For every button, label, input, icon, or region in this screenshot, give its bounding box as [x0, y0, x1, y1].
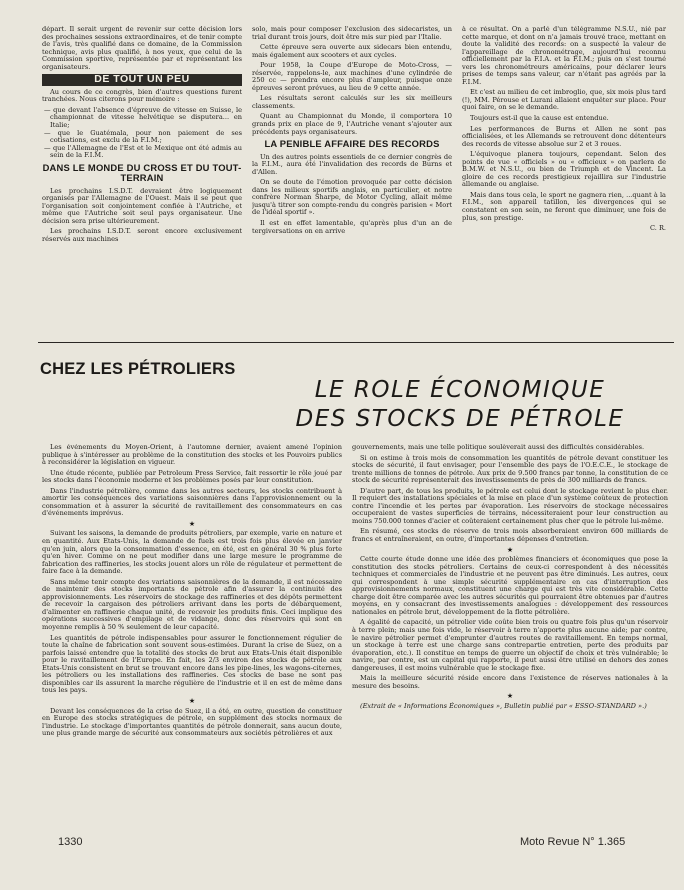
separator-star: ★: [506, 545, 514, 554]
paragraph: Les résultats seront calculés sur les six meilleurs classements.: [252, 94, 452, 110]
list-item: — que devant l'absence d'épreuve de vitesse en Suisse, le championnat de vitesse helvétique se disputera... en Italie;: [44, 105, 242, 130]
article-column-left: [42, 444, 342, 828]
separator-star: ★: [188, 519, 196, 528]
paragraph: Toujours est-il que la cause est entendue.: [470, 114, 609, 123]
paragraph: Une étude récente, publiée par Petroleum Press Service, fait ressortir le rôle joué par les stocks dans l'économie moderne et les problèmes posés par leur constitution.: [42, 468, 342, 485]
magazine-issue: Moto Revue N° 1.365: [520, 836, 626, 848]
top-column-1: [42, 26, 242, 334]
separator-star: ★: [188, 696, 196, 705]
paragraph: Cette courte étude donne une idée des problèmes financiers et économiques que pose la constitution des stocks pétroliers. Certains de ceux-ci correspondent à des nécessités techniques et commerciales de l'industrie et ne peuvent pas être diminués. Les autres, ceux qui correspondent à une simple sécurité supplémentaire en cas d'interruption des approvisionnements normaux, constituent une charge qui est très vite considérable. Cette charge doit être comparée avec les autres sécurités qui pourraient être obtenues par d'autres moyens, en y consacrant des investissements analogues : développement des ressources nationales en pétrole brut, développement de la flotte pétrolière.: [352, 555, 668, 616]
separator-star: ★: [506, 692, 514, 701]
article-title-line-2: DES STOCKS DE PÉTROLE: [295, 406, 625, 432]
top-column-3: [462, 26, 666, 334]
paragraph: D'autre part, de tous les produits, le pétrole est celui dont le stockage revient le plus cher. Il requiert des installations spéciales et la mise en place d'un système coûteux de protection contre l'incendie et les pertes par évaporation. Les réservoirs de stockage nécessaires occuperaient de vastes superficies de terrains, nécessiteraient pour leur construction au moins 750.000 tonnes d'acier et coûteraient certainement plus cher que le pétrole lui-même.: [352, 486, 668, 525]
paragraph: solo, mais pour composer l'exclusion des sidecaristes, un trial durant trois jours, doit être mis sur pied par l'Italie.: [252, 26, 452, 41]
paragraph: Les performances de Burns et Allen ne sont pas officialisées, et les Allemands se retrouvent donc détenteurs des records de vitesse absolue sur 2 et 3 roues.: [462, 124, 666, 148]
section-heading-box: DE TOUT UN PEU: [42, 74, 242, 86]
paragraph: Les événements du Moyen-Orient, à l'automne dernier, avaient amené l'opinion publique à s'intéresser au problème de la constitution des stocks et les Pouvoirs publics à reconsidérer la législation en vigueur.: [42, 444, 342, 467]
paragraph: Un des autres points essentiels de ce dernier congrès de la F.I.M., aura été l'invalidation des records de Burns et d'Allen.: [252, 152, 452, 176]
paragraph: Il est en effet lamentable, qu'après plus d'un an de tergiversations on en arrive: [252, 218, 452, 235]
paragraph: Les prochains I.S.D.T. seront encore exclusivement réservés aux machines: [42, 227, 242, 244]
paragraph: Pour 1958, la Coupe d'Europe de Moto-Cross, — réservée, rappelons-le, aux machines d'une cylindrée de 250 cc — prendra encore plus d'ampleur, puisque onze épreuves seront prévues, au lieu de 9 cette année.: [252, 61, 452, 92]
paragraph: Quant au Championnat du Monde, il comportera 10 grands prix en place de 9, l'Autriche venant s'ajouter aux précédents pays organisateurs.: [252, 112, 452, 136]
source-note: (Extrait de « Informations Économiques », Bulletin publié par « ESSO-STANDARD ».): [360, 701, 647, 710]
paragraph: Les prochains I.S.D.T. devraient être logiquement organisés par l'Allemagne de l'Ouest. Mais il se peut que l'organisation soit conjointement confiée à l'Autriche, et même que l'Autriche soit seul pays organisateur. Une décision sera prise ultérieurement.: [42, 186, 242, 225]
paragraph: Devant les conséquences de la crise de Suez, il a été, en outre, question de constituer en Europe des stocks stratégiques de pétrole, en supplément des stocks normaux de l'industrie. Le stockage d'importantes quantités de pétrole donnerait, sans aucun doute, une plus grande marge de sécurité aux consommateurs aux sociétés pétrolières et aux: [42, 706, 342, 738]
paragraph: gouvernements, mais une telle politique soulèverait aussi des difficultés considérables.: [352, 444, 645, 451]
paragraph: Dans l'industrie pétrolière, comme dans les autres secteurs, les stocks contribuent à amortir les conséquences des variations saisonnières dans l'approvisionnement ou la consommation et à assurer la sécurité de ravitaillement des consommateurs en cas d'événements imprévus.: [42, 486, 342, 518]
paragraph: Au cours de ce congrès, bien d'autres questions furent tranchées. Nous citerons pour mémoire :: [42, 87, 242, 104]
paragraph: Si on estime à trois mois de consommation les quantités de pétrole devant constituer les stocks de sécurité, il faut envisager, pour l'ensemble des pays de l'O.E.C.E., le stockage de trente millions de tonnes de pétrole. Aux prix de 9.500 francs par tonne, la constitution de ce stock de sécurité représenterait des investissements de près de 300 milliards de francs.: [352, 453, 668, 485]
paragraph: Sans même tenir compte des variations saisonnières de la demande, il est nécessaire de maintenir des stocks importants de pétrole afin d'assurer la continuité des approvisionnements. Les réservoirs de stockage des raffineries et des dépôts permettent de recevoir la cargaison des pétroliers arrivant dans les ports de débarquement, d'alimenter en raffinerie chaque unité, de recevoir les produits finis. Ceci implique des opérations successives d'empilage et de vidange, donc des réservoirs qui sont en moyenne remplis à 50 % seulement de leur capacité.: [42, 577, 342, 632]
paragraph: Mais la meilleure sécurité réside encore dans l'existence de réserves nationales à la mesure des besoins.: [352, 674, 668, 690]
paragraph: Les quantités de pétrole indispensables pour assurer le fonctionnement régulier de toute la chaîne de fabrication sont souvent sous-estimées. Durant la crise de Suez, on a parfois laissé entendre que la totalité des stocks de brut aux Etats-Unis était disponible pour le ravitaillement de l'Europe. En fait, les 2/3 environ des stocks de pétrole aux Etats-Unis consistent en brut se trouvant encore dans les pipe-lines, les wagons-citernes, les pétroliers ou les installations des raffineries. Ces stocks de base ne sont pas disponibles car ils assurent la marche régulière de l'industrie et il en est de même dans tous les pays.: [42, 633, 342, 695]
paragraph: En résumé, ces stocks de réserve de trois mois absorberaient environ 600 milliards de francs et entraîneraient, en outre, d'importantes dépenses d'entretien.: [352, 527, 668, 544]
page-number: 1330: [58, 836, 83, 848]
paragraph: Suivant les saisons, la demande de produits pétroliers, par exemple, varie en nature et en quantité. Aux Etats-Unis, la demande de fuels est trois fois plus élevée en janvier qu'en juin, alors que la consommation d'essence, en été, est en général 30 % plus forte qu'en hiver. Comme on ne peut modifier dans une large mesure le programme de fabrication des raffineries, les stocks jouent alors un rôle de régulateur et permettent de faire face à la demande.: [42, 529, 342, 576]
paragraph: Mais dans tous cela, le sport ne gagnera rien, ...quant à la F.I.M., son appareil tatillon, les divergences qui se constatent en son sein, ne feront que diminuer, une fois de plus, son prestige.: [462, 190, 666, 222]
paragraph: On se doute de l'émotion provoquée par cette décision dans les milieux sportifs anglais, en particulier, et notre confrère Norman Sharpe, de Motor Cycling, allait même jusqu'à titrer son compte-rendu du congrès parisien « Mort de l'idéal sportif ».: [252, 178, 452, 217]
top-column-2: [252, 26, 452, 334]
article-column-right: [352, 444, 668, 828]
paragraph: Cette épreuve sera ouverte aux sidecars bien entendu, mais également aux scooters et aux cycles.: [252, 43, 452, 59]
article-title-line-1: LE ROLE ÉCONOMIQUE: [314, 377, 606, 403]
paragraph: L'équivoque planera toujours, cependant. Selon des points de vue « officiels » ou « officieux » on parlera de B.M.W. et N.S.U., ou bien de Triumph et de Vincent. La gloire de ces records prestigieux rejaillira sur l'industrie allemande ou anglaise.: [462, 150, 666, 189]
paragraph: A égalité de capacité, un pétrolier vide coûte bien trois ou quatre fois plus qu'un réservoir à terre plein; mais une fois vide, le réservoir à terre n'apporte plus aucune aide; par contre, le navire pétrolier permet d'emprunter d'autres routes de ravitaillement. En temps normal, un stockage à terre est une charge sans contrepartie entretien, perte des produits par évaporation, etc.). Il constitue en temps de guerre un objectif de choix et très vulnérable; le navire, par contre, est un capital qui rapporte, il peut aussi être utilisé en dehors des zones dangereuses, il est moins vulnérable que le stockage fixe.: [352, 618, 668, 672]
list-item: — que le Guatémala, pour non paiement de ses cotisations, est exclu de la F.I.M.;: [44, 128, 242, 145]
section-subheading: LA PENIBLE AFFAIRE DES RECORDS: [264, 138, 440, 150]
paragraph: Et c'est au milieu de cet imbroglio, que, six mois plus tard (!), MM. Pérouse et Lurani allaient enquêter sur place. Pour quoi faire, on se le demande.: [462, 88, 666, 112]
bullet-list: [42, 107, 242, 160]
paragraph: départ. Il serait urgent de revenir sur cette décision lors des prochaines sessions extraordinaires, et de tenir compte de l'avis, très qualifié dans ce domaine, de la Commission technique, avis plus qualifié, à nos yeux, que celui de la Commission sportive, représentée par et représentant les organisateurs.: [42, 26, 242, 71]
list-item: — que l'Allemagne de l'Est et le Mexique ont été admis au sein de la F.I.M.: [44, 143, 242, 160]
author-signature: C. R.: [649, 224, 666, 233]
section-subheading: DANS LE MONDE DU CROSS ET DU TOUT-TERRAIN: [42, 161, 242, 184]
article-kicker: CHEZ LES PÉTROLIERS: [40, 360, 236, 378]
section-divider: [38, 342, 674, 343]
paragraph: à ce résultat. On a parlé d'un télégramme N.S.U., nié par cette marque, et dont on n'a jamais trouvé trace, mettant en doute la validité des records: on a suspecté la valeur de l'appareillage de chronométrage, aujourd'hui reconnu officiellement par la F.I.A. et la F.I.M.; puis on s'est tourné vers les chronométreurs américains, pour déclarer leurs prises de temps sans valeur, car n'étant pas agréés par la F.I.M.: [462, 26, 666, 86]
article-title: [250, 376, 670, 434]
